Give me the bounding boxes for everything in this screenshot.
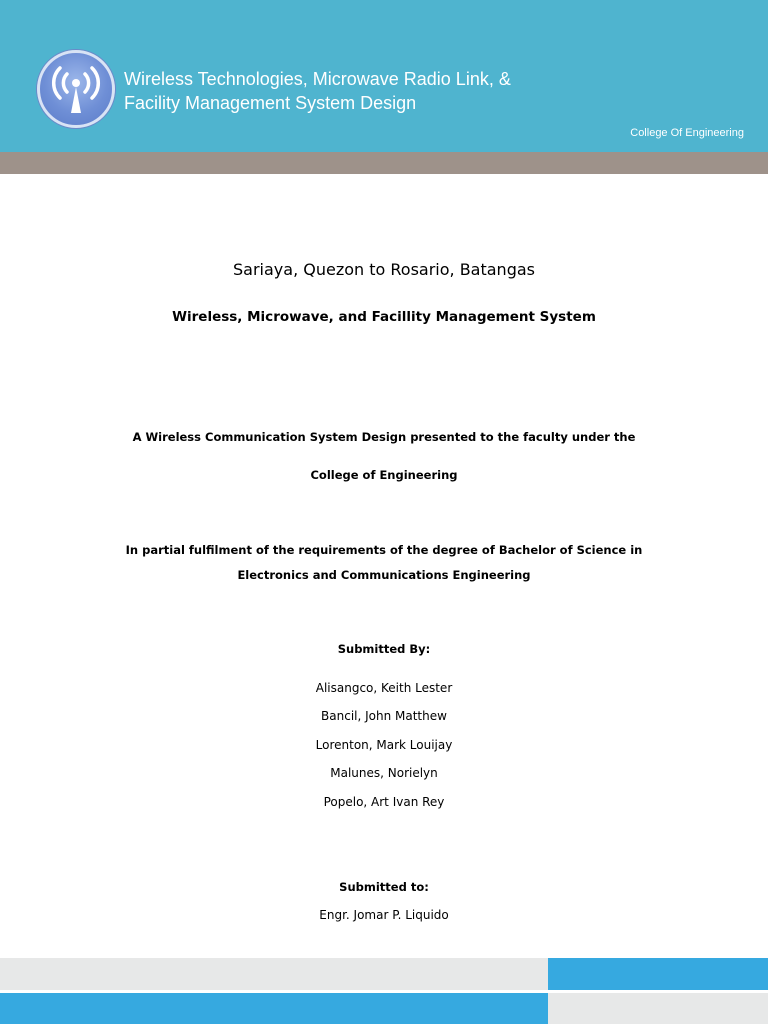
- presented-line: A Wireless Communication System Design presented to the faculty under the: [132, 430, 636, 444]
- member-name: Alisangco, Keith Lester: [315, 681, 453, 695]
- system-title: Wireless, Microwave, and Facillity Management System: [172, 309, 596, 325]
- header-divider-band: [0, 152, 768, 174]
- header-title: [124, 67, 584, 115]
- member-name: Malunes, Norielyn: [330, 766, 438, 780]
- footer-band-gray-left: [0, 958, 548, 990]
- location-title: Sariaya, Quezon to Rosario, Batangas: [233, 260, 535, 279]
- submitted-by-label: Submitted By:: [337, 642, 431, 656]
- header-title-line-2: Facility Management System Design: [124, 93, 417, 113]
- footer-band-blue-left: [0, 993, 548, 1024]
- footer-band-gray-right: [548, 993, 768, 1024]
- partial-fulfilment-line-1: In partial fulfilment of the requirements of the degree of Bachelor of Science in: [125, 543, 643, 557]
- member-name: Bancil, John Matthew: [321, 709, 447, 723]
- member-name: Popelo, Art Ivan Rey: [323, 795, 445, 809]
- wireless-antenna-icon: [37, 50, 115, 128]
- header-college-label: College Of Engineering: [630, 127, 744, 139]
- footer-band-blue-right: [548, 958, 768, 990]
- partial-fulfilment-line-2: Electronics and Communications Engineering: [237, 568, 531, 582]
- member-name: Lorenton, Mark Louijay: [315, 738, 453, 752]
- header-banner: [0, 0, 768, 152]
- header-title-line-1: Wireless Technologies, Microwave Radio Link, &: [124, 69, 511, 89]
- submitted-to-label: Submitted to:: [339, 880, 429, 894]
- adviser-name: Engr. Jomar P. Liquido: [319, 908, 449, 922]
- college-line: College of Engineering: [310, 468, 458, 482]
- antenna-graphic: [40, 53, 112, 125]
